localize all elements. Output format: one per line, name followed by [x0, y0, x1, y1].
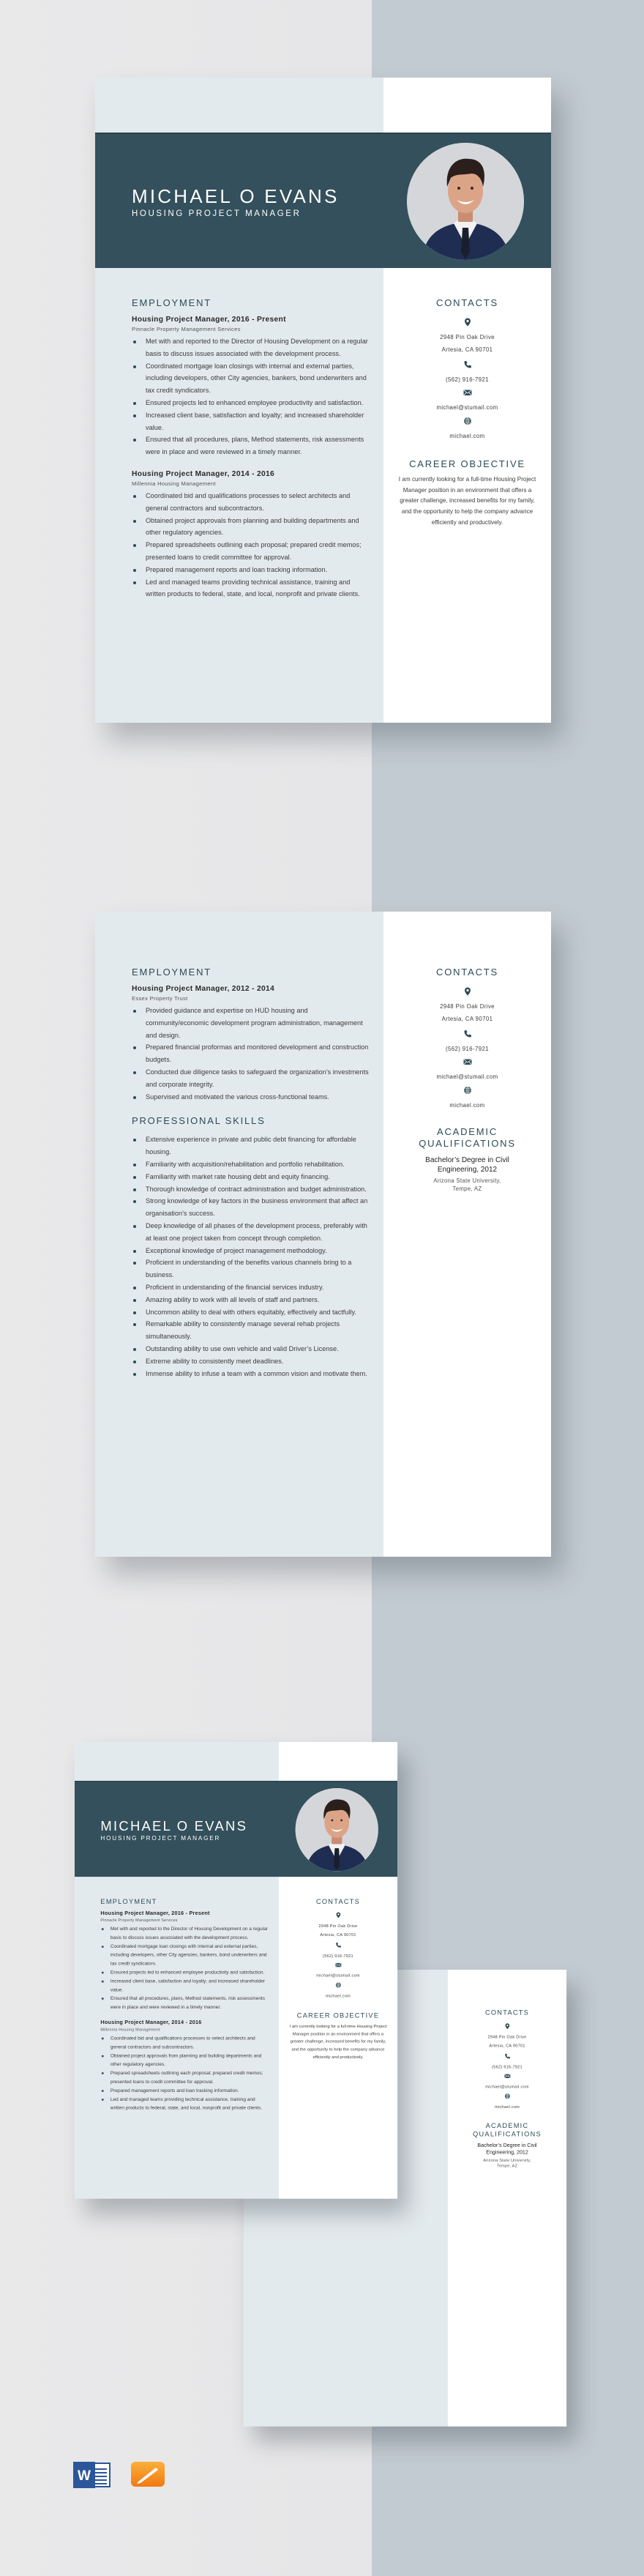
- bullet-icon: [133, 1323, 136, 1326]
- career-objective-text: I am currently looking for a full-time Housing Project Manager position in an environment that offers a greater challenge, increased benefits for my family, and the opportunity to help the company advance efficiently and productively.: [398, 476, 536, 526]
- bullet-icon: [133, 439, 136, 442]
- company-name: Pinnacle Property Management Services: [100, 1918, 178, 1923]
- bullet-icon: [133, 569, 136, 572]
- bullet-icon: [133, 581, 136, 584]
- list-item: [132, 1066, 370, 1091]
- bullet-icon: [102, 2090, 104, 2092]
- resume-header: [95, 133, 551, 268]
- list-item: [132, 490, 370, 515]
- bullet-icon: [133, 495, 136, 498]
- bullet-icon: [133, 414, 136, 417]
- bullet-icon: [133, 1200, 136, 1203]
- professional-skills-heading: PROFESSIONAL SKILLS: [132, 1115, 266, 1127]
- list-item: [100, 1977, 269, 1995]
- list-item-text: Amazing ability to work with all levels of staff and partners.: [146, 1295, 320, 1303]
- globe-icon: [463, 1086, 472, 1095]
- bullet-icon: [102, 1928, 104, 1930]
- sidebar: [453, 2009, 561, 2169]
- list-item-text: Met with and reported to the Director of Housing Development on a regular basis to discuss issues associated with the development process.: [146, 338, 368, 357]
- company-name: Pinnacle Property Management Services: [132, 326, 241, 332]
- address-line-2: Artesia, CA 90701: [320, 1932, 356, 1937]
- list-item-text: Outstanding ability to use own vehicle and valid Driver’s License.: [146, 1344, 339, 1352]
- bullet-icon: [133, 1176, 136, 1179]
- list-item-text: Led and managed teams providing technical assistance, training and written products to federal, state, and local, nonprofit and private clients.: [110, 2096, 263, 2110]
- email-address[interactable]: michael@stumail.com: [436, 404, 498, 411]
- list-item-text: Increased client base, satisfaction and loyalty; and increased shareholder value.: [146, 411, 364, 431]
- list-item-text: Coordinated bid and qualifications processes to select architects and general contractors and subcontractors.: [110, 2035, 255, 2050]
- address-line-2: Artesia, CA 90701: [489, 2043, 525, 2048]
- candidate-name: MICHAEL O EVANS: [100, 1818, 248, 1834]
- academic-heading-line-1: ACADEMIC: [485, 2121, 529, 2130]
- list-item-text: Strong knowledge of key factors in the business environment that affect an organisation’s success.: [146, 1197, 368, 1218]
- job-bullets: [132, 335, 370, 458]
- career-objective-heading: CAREER OBJECTIVE: [296, 2011, 380, 2020]
- contacts-heading: CONTACTS: [484, 2009, 530, 2017]
- list-item: [100, 1942, 269, 1968]
- location-pin-icon: [463, 318, 472, 327]
- list-item-text: Extreme ability to consistently meet deadlines.: [146, 1357, 284, 1365]
- bullet-icon: [133, 1046, 136, 1049]
- list-item-text: Prepared management reports and loan tracking information.: [146, 565, 328, 573]
- preview-page1: [75, 1742, 397, 2199]
- phone-icon: [463, 360, 472, 369]
- bullet-icon: [133, 402, 136, 405]
- bullet-icon: [102, 2055, 104, 2057]
- list-item: [132, 335, 370, 360]
- university-line-2: Tempe, AZ: [496, 2163, 518, 2169]
- list-item: [100, 1968, 269, 1977]
- address-line-2: Artesia, CA 90701: [441, 1016, 493, 1022]
- list-item-text: Supervised and motivated the various cross-functional teams.: [146, 1092, 329, 1101]
- list-item: [132, 433, 370, 458]
- list-item: [132, 1158, 370, 1171]
- list-item: [100, 2034, 269, 2052]
- list-item-text: Ensured projects led to enhanced employee productivity and satisfaction.: [146, 398, 364, 406]
- bullet-icon: [133, 1010, 136, 1013]
- bullet-icon: [133, 1096, 136, 1099]
- academic-heading-line-2: QUALIFICATIONS: [473, 2129, 542, 2138]
- preview-front-page: [75, 1742, 397, 2199]
- phone-icon: [463, 1030, 472, 1038]
- website[interactable]: michael.com: [449, 433, 485, 439]
- list-item-text: Ensured that all procedures, plans, Method statements, risk assessments were in place and were reviewed in a timely manner.: [146, 436, 364, 456]
- list-item: [132, 1343, 370, 1355]
- resume-page-1: [95, 78, 551, 723]
- address-line-2: Artesia, CA 90701: [441, 346, 493, 353]
- job-bullets: [100, 1924, 269, 2011]
- list-item: [132, 1245, 370, 1257]
- address-line-1: 2948 Pin Oak Drive: [487, 2034, 527, 2039]
- main-column: [100, 1897, 269, 2112]
- bullet-icon: [102, 1981, 104, 1983]
- list-item-text: Proficient in understanding of the benefits various channels bring to a business.: [146, 1259, 352, 1279]
- list-item-text: Prepared spreadsheets outlining each proposal; prepared credit memos; presented loans to credit committee for approval.: [146, 541, 362, 561]
- phone-number: (562) 916-7921: [446, 376, 489, 383]
- address-line-1: 2948 Pin Oak Drive: [440, 334, 495, 340]
- profile-photo: [407, 143, 524, 260]
- company-name: Millennia Housing Management: [132, 480, 216, 487]
- list-item-text: Met with and reported to the Director of Housing Development on a regular basis to discuss issues associated with the development process.: [110, 1926, 268, 1940]
- list-item: [132, 1318, 370, 1343]
- job-title: Housing Project Manager, 2014 - 2016: [132, 469, 275, 478]
- list-item-text: Led and managed teams providing technical assistance, training and written products to federal, state, and local, nonprofit and private clients.: [146, 578, 360, 598]
- mail-icon: [335, 1962, 341, 1968]
- contacts-heading: CONTACTS: [315, 1897, 361, 1906]
- bullet-icon: [133, 1373, 136, 1376]
- location-pin-icon: [504, 2023, 510, 2029]
- employment-heading: EMPLOYMENT: [132, 967, 212, 978]
- job-bullets: [132, 1005, 370, 1103]
- degree: Bachelor’s Degree in Civil Engineering, 2012: [477, 2143, 537, 2156]
- list-item: [132, 1041, 370, 1066]
- list-item: [132, 1294, 370, 1306]
- list-item: [132, 1005, 370, 1041]
- candidate-title: HOUSING PROJECT MANAGER: [132, 209, 302, 218]
- resume-page-2: [95, 912, 551, 1557]
- bullet-icon: [133, 1164, 136, 1166]
- company-name: Millennia Housing Management: [100, 2027, 160, 2032]
- main-column: [132, 967, 370, 1380]
- globe-icon: [463, 417, 472, 425]
- bullet-icon: [102, 1998, 104, 2000]
- list-item: [132, 1183, 370, 1196]
- list-item: [100, 2086, 269, 2095]
- bullet-icon: [102, 2072, 104, 2074]
- list-item-text: Immense ability to infuse a team with a common vision and motivate them.: [146, 1369, 367, 1377]
- phone-number: (562) 916-7921: [323, 1953, 353, 1959]
- bullet-icon: [133, 365, 136, 368]
- sidebar: [391, 297, 544, 529]
- list-item: [132, 1220, 370, 1245]
- list-item: [132, 360, 370, 397]
- academic-heading-line-2: QUALIFICATIONS: [419, 1138, 516, 1149]
- bullet-icon: [133, 1311, 136, 1314]
- job-title: Housing Project Manager, 2014 - 2016: [100, 2020, 202, 2026]
- email-address[interactable]: michael@stumail.com: [436, 1073, 498, 1080]
- location-pin-icon: [335, 1912, 341, 1918]
- profile-photo: [296, 1788, 378, 1871]
- bullet-icon: [133, 1299, 136, 1302]
- list-item-text: Deep knowledge of all phases of the development process, preferably with at least one project taken from concept through completion.: [146, 1221, 367, 1242]
- globe-icon: [335, 1982, 341, 1988]
- bullet-icon: [133, 1139, 136, 1142]
- list-item-text: Conducted due diligence tasks to safeguard the organization’s investments and corporate integrity.: [146, 1068, 369, 1088]
- list-item: [132, 1171, 370, 1183]
- list-item: [132, 1281, 370, 1294]
- bullet-icon: [133, 1262, 136, 1265]
- website[interactable]: michael.com: [325, 1993, 351, 1998]
- career-objective-text: I am currently looking for a full-time Housing Project Manager position in an environment that offers a greater challenge, increased benefits for my family, and the opportunity to help the company advance efficiently and productively.: [289, 2024, 387, 2060]
- list-item: [132, 409, 370, 434]
- list-item-text: Obtained project approvals from planning and building departments and other regulatory agencies.: [146, 516, 359, 537]
- email-address[interactable]: michael@stumail.com: [485, 2084, 529, 2089]
- bullet-icon: [133, 520, 136, 523]
- career-objective-heading: CAREER OBJECTIVE: [409, 458, 525, 469]
- list-item: [132, 539, 370, 564]
- university-line-2: Tempe, AZ: [452, 1185, 482, 1192]
- phone-number: (562) 916-7921: [446, 1046, 489, 1052]
- job-title: Housing Project Manager, 2016 - Present: [100, 1910, 210, 1916]
- bullet-icon: [102, 1946, 104, 1948]
- pages-app-icon[interactable]: [131, 2462, 165, 2490]
- list-item-text: Prepared management reports and loan tracking information.: [110, 2088, 239, 2093]
- academic-heading-line-1: ACADEMIC: [436, 1126, 498, 1137]
- list-item: [132, 397, 370, 409]
- list-item-text: Prepared spreadsheets outlining each proposal; prepared credit memos; presented loans to credit committee for approval.: [110, 2070, 263, 2085]
- degree: Bachelor’s Degree in Civil Engineering, 2012: [425, 1156, 509, 1174]
- company-name: Essex Property Trust: [132, 995, 188, 1002]
- list-item-text: Obtained project approvals from planning and building departments and other regulatory agencies.: [110, 2052, 262, 2067]
- list-item-text: Coordinated mortgage loan closings with internal and external parties, including developers, other City agencies, bankers, bond underwriters and tax credit syndicators.: [146, 362, 367, 395]
- word-letter: W: [78, 2468, 91, 2484]
- contacts-heading: CONTACTS: [436, 297, 498, 308]
- candidate-name: MICHAEL O EVANS: [132, 185, 340, 207]
- list-item: [132, 1257, 370, 1281]
- list-item-text: Prepared financial proformas and monitored development and construction budgets.: [146, 1043, 369, 1064]
- list-item: [100, 2069, 269, 2086]
- list-item: [132, 1091, 370, 1103]
- list-item: [132, 576, 370, 601]
- website[interactable]: michael.com: [449, 1102, 485, 1109]
- list-item: [132, 1133, 370, 1158]
- list-item-text: Increased client base, satisfaction and loyalty; and increased shareholder value.: [110, 1978, 266, 1992]
- email-address[interactable]: michael@stumail.com: [316, 1973, 360, 1978]
- resume-header: [75, 1781, 397, 1877]
- list-item-text: Ensured projects led to enhanced employee productivity and satisfaction.: [110, 1969, 265, 1975]
- list-item-text: Remarkable ability to consistently manage several rehab projects simultaneously.: [146, 1320, 340, 1341]
- address-line-1: 2948 Pin Oak Drive: [318, 1923, 358, 1929]
- list-item: [132, 1368, 370, 1380]
- job-title: Housing Project Manager, 2016 - Present: [132, 316, 286, 324]
- list-item: [100, 2051, 269, 2069]
- mail-icon: [463, 388, 472, 397]
- sidebar: [391, 967, 544, 1193]
- list-item: [132, 564, 370, 576]
- job-bullets: [132, 490, 370, 600]
- list-item-text: Familiarity with market rate housing debt and equity financing.: [146, 1172, 330, 1180]
- phone-number: (562) 916-7921: [492, 2064, 523, 2069]
- list-item-text: Ensured that all procedures, plans, Method statements, risk assessments were in place and were reviewed in a timely manner.: [110, 1995, 266, 2010]
- employment-heading: EMPLOYMENT: [100, 1897, 157, 1906]
- bullet-icon: [133, 1348, 136, 1351]
- mail-icon: [504, 2073, 510, 2079]
- sidebar: [284, 1897, 392, 2061]
- bullet-icon: [102, 2038, 104, 2040]
- list-item-text: Proficient in understanding of the financial services industry.: [146, 1283, 324, 1291]
- bullet-icon: [133, 544, 136, 547]
- contacts-heading: CONTACTS: [436, 967, 498, 978]
- list-item: [100, 1994, 269, 2011]
- main-column: [132, 297, 370, 600]
- list-item-text: Exceptional knowledge of project management methodology.: [146, 1246, 327, 1254]
- bullet-icon: [133, 1188, 136, 1191]
- location-pin-icon: [463, 987, 472, 996]
- list-item-text: Coordinated bid and qualifications processes to select architects and general contractors and subcontractors.: [146, 491, 351, 512]
- university-line-1: Arizona State University,: [433, 1177, 501, 1184]
- bullet-icon: [102, 1972, 104, 1974]
- bullet-icon: [133, 1225, 136, 1228]
- mail-icon: [463, 1057, 472, 1066]
- bullet-icon: [133, 1287, 136, 1289]
- employment-heading: EMPLOYMENT: [132, 297, 212, 308]
- job-bullets: [100, 2034, 269, 2112]
- list-item: [132, 515, 370, 540]
- job-title: Housing Project Manager, 2012 - 2014: [132, 985, 275, 993]
- list-item: [132, 1195, 370, 1220]
- skills-list: [132, 1133, 370, 1380]
- bullet-icon: [133, 1250, 136, 1253]
- bullet-icon: [133, 1360, 136, 1363]
- list-item-text: Uncommon ability to deal with others equitably, effectively and tactfully.: [146, 1308, 357, 1316]
- bullet-icon: [102, 2099, 104, 2101]
- list-item-text: Extensive experience in private and public debt financing for affordable housing.: [146, 1136, 356, 1156]
- phone-icon: [335, 1942, 341, 1948]
- word-app-icon[interactable]: [73, 2462, 111, 2492]
- candidate-title: HOUSING PROJECT MANAGER: [100, 1835, 221, 1842]
- list-item: [132, 1355, 370, 1368]
- list-item: [100, 2095, 269, 2112]
- globe-icon: [504, 2093, 510, 2099]
- bullet-icon: [133, 1071, 136, 1074]
- list-item: [100, 1924, 269, 1942]
- address-line-1: 2948 Pin Oak Drive: [440, 1003, 495, 1010]
- list-item-text: Familiarity with acquisition/rehabilitation and portfolio rehabilitation.: [146, 1160, 345, 1168]
- phone-icon: [504, 2053, 510, 2059]
- list-item-text: Coordinated mortgage loan closings with internal and external parties, including developers, other City agencies, bankers, bond underwriters and tax credit syndicators.: [110, 1943, 267, 1966]
- list-item: [132, 1306, 370, 1319]
- university-line-1: Arizona State University,: [483, 2158, 531, 2163]
- list-item-text: Thorough knowledge of contract administration and budget administration.: [146, 1185, 367, 1193]
- website[interactable]: michael.com: [494, 2104, 520, 2110]
- list-item-text: Provided guidance and expertise on HUD housing and community/economic development program administration, management and design.: [146, 1007, 363, 1039]
- bullet-icon: [133, 340, 136, 343]
